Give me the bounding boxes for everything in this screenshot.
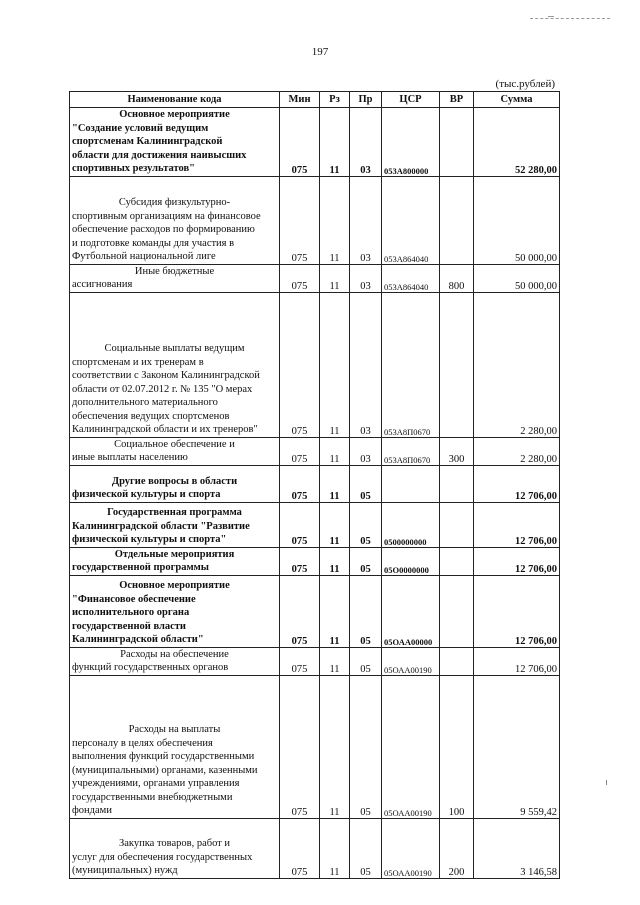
cell-csr: 053А8П0670 <box>382 437 440 465</box>
header-vr: ВР <box>440 92 474 108</box>
cell-pr: 05 <box>350 465 382 502</box>
scan-mark-dot <box>548 16 554 17</box>
row-name-line: Социальные выплаты ведущим <box>104 343 245 354</box>
row-name-line: услуг для обеспечения государственных <box>72 851 253 863</box>
cell-vr: 100 <box>440 675 474 818</box>
cell-vr: 200 <box>440 818 474 878</box>
table-row <box>70 818 560 878</box>
budget-table <box>69 91 560 879</box>
cell-rz: 11 <box>320 437 350 465</box>
row-name <box>70 176 280 264</box>
cell-pr: 05 <box>350 818 382 878</box>
cell-sum: 52 280,00 <box>474 108 560 177</box>
row-name-line: Калининградской области" <box>72 634 204 645</box>
row-name <box>70 264 280 292</box>
row-name <box>70 108 280 177</box>
cell-sum: 2 280,00 <box>474 437 560 465</box>
cell-vr: 300 <box>440 437 474 465</box>
header-name: Наименование кода <box>70 92 280 108</box>
row-name-line: физической культуры и спорта <box>72 489 221 500</box>
row-name-line: Расходы на обеспечение <box>120 648 229 660</box>
header-rz: Рз <box>320 92 350 108</box>
row-name-line: исполнительного органа <box>72 607 190 618</box>
cell-min: 075 <box>280 108 320 177</box>
row-name-line: соответствии с Законом Калининградской <box>72 370 260 381</box>
row-name-line: Другие вопросы в области <box>111 475 238 487</box>
row-name-line: "Создание условий ведущим <box>72 122 209 134</box>
table-row <box>70 647 560 675</box>
table-row <box>70 292 560 437</box>
cell-sum: 50 000,00 <box>474 176 560 264</box>
cell-min: 075 <box>280 437 320 465</box>
row-name-line: Калининградской области и их тренеров" <box>72 424 258 435</box>
row-name-line: и подготовке команды для участия в <box>72 237 235 249</box>
cell-vr <box>440 547 474 575</box>
cell-sum: 3 146,58 <box>474 818 560 878</box>
cell-pr: 05 <box>350 502 382 547</box>
table-row <box>70 675 560 818</box>
table-row <box>70 108 560 177</box>
cell-min: 075 <box>280 818 320 878</box>
table-row <box>70 547 560 575</box>
row-name-line: обеспечение расходов по формированию <box>72 224 255 235</box>
row-name-line: государственными внебюджетными <box>72 791 233 803</box>
cell-vr <box>440 292 474 437</box>
table-header-row <box>70 92 560 108</box>
row-name-line: государственной программы <box>72 562 209 573</box>
cell-min: 075 <box>280 647 320 675</box>
cell-pr: 03 <box>350 176 382 264</box>
table-row <box>70 502 560 547</box>
row-name-line: спортивных результатов" <box>72 163 195 174</box>
row-name-line: спортивным организациям на финансовое <box>72 210 261 222</box>
cell-rz: 11 <box>320 647 350 675</box>
cell-sum: 12 706,00 <box>474 575 560 647</box>
cell-pr: 05 <box>350 675 382 818</box>
cell-csr: 053А864040 <box>382 264 440 292</box>
table-row <box>70 465 560 502</box>
cell-rz: 11 <box>320 292 350 437</box>
cell-csr <box>382 465 440 502</box>
cell-vr <box>440 575 474 647</box>
row-name <box>70 502 280 547</box>
cell-pr: 03 <box>350 108 382 177</box>
row-name <box>70 547 280 575</box>
cell-csr: 05ОАА00190 <box>382 675 440 818</box>
row-name-line: Калининградской области "Развитие <box>72 520 250 532</box>
row-name <box>70 818 280 878</box>
cell-min: 075 <box>280 575 320 647</box>
cell-vr <box>440 502 474 547</box>
cell-csr: 053А864040 <box>382 176 440 264</box>
units-label: (тыс.рублей) <box>495 78 555 90</box>
cell-rz: 11 <box>320 176 350 264</box>
row-name-line: Расходы на выплаты <box>128 724 221 735</box>
table-row <box>70 437 560 465</box>
cell-csr: 053А8П0670 <box>382 292 440 437</box>
cell-min: 075 <box>280 176 320 264</box>
row-name-line: Иные бюджетные <box>134 265 215 277</box>
row-name-line: иные выплаты населению <box>72 452 188 463</box>
row-name <box>70 437 280 465</box>
header-sum: Сумма <box>474 92 560 108</box>
cell-vr <box>440 647 474 675</box>
cell-rz: 11 <box>320 575 350 647</box>
row-name-line: функций государственных органов <box>72 662 229 673</box>
row-name-line: персоналу в целях обеспечения <box>72 737 213 749</box>
row-name-line: государственной власти <box>72 620 186 632</box>
cell-sum: 12 706,00 <box>474 647 560 675</box>
cell-rz: 11 <box>320 108 350 177</box>
cell-rz: 11 <box>320 675 350 818</box>
cell-rz: 11 <box>320 465 350 502</box>
row-name-line: дополнительного материального <box>72 397 218 408</box>
row-name-line: выполнения функций государственными <box>72 751 255 762</box>
row-name-line: "Финансовое обеспечение <box>72 593 196 605</box>
table-row <box>70 575 560 647</box>
row-name-line: Государственная программа <box>107 507 242 518</box>
cell-csr: 05ОАА00190 <box>382 647 440 675</box>
cell-sum: 12 706,00 <box>474 502 560 547</box>
cell-min: 075 <box>280 675 320 818</box>
cell-pr: 05 <box>350 575 382 647</box>
cell-pr: 05 <box>350 547 382 575</box>
cell-sum: 12 706,00 <box>474 547 560 575</box>
row-name-line: ассигнования <box>72 279 133 290</box>
cell-pr: 03 <box>350 437 382 465</box>
cell-sum: 9 559,42 <box>474 675 560 818</box>
cell-csr: 0500000000 <box>382 502 440 547</box>
cell-vr <box>440 465 474 502</box>
header-csr: ЦСР <box>382 92 440 108</box>
cell-sum: 2 280,00 <box>474 292 560 437</box>
row-name-line: Отдельные мероприятия <box>114 548 235 560</box>
cell-min: 075 <box>280 502 320 547</box>
row-name-line: физической культуры и спорта" <box>72 534 227 545</box>
row-name-line: (муниципальными) органами, казенными <box>72 764 258 776</box>
cell-vr: 800 <box>440 264 474 292</box>
header-min: Мин <box>280 92 320 108</box>
cell-csr: 05О0000000 <box>382 547 440 575</box>
row-name-line: области от 02.07.2012 г. № 135 "О мерах <box>72 383 253 395</box>
row-name-line: спортсменам и их тренерам в <box>72 356 204 368</box>
cell-rz: 11 <box>320 264 350 292</box>
cell-pr: 03 <box>350 292 382 437</box>
cell-vr <box>440 176 474 264</box>
cell-rz: 11 <box>320 547 350 575</box>
cell-min: 075 <box>280 465 320 502</box>
row-name-line: обеспечения ведущих спортсменов <box>72 410 230 422</box>
table-row <box>70 176 560 264</box>
row-name-line: учреждениями, органами управления <box>72 778 240 789</box>
header-pr: Пр <box>350 92 382 108</box>
cell-pr: 05 <box>350 647 382 675</box>
cell-csr: 05ОАА00000 <box>382 575 440 647</box>
row-name-line: (муниципальных) нужд <box>72 865 178 876</box>
cell-sum: 50 000,00 <box>474 264 560 292</box>
row-name <box>70 465 280 502</box>
row-name-line: спортсменам Калининградской <box>72 136 223 147</box>
row-name-line: Основное мероприятие <box>119 109 230 120</box>
table-row <box>70 264 560 292</box>
row-name <box>70 292 280 437</box>
page-number: 197 <box>311 46 329 58</box>
cell-min: 075 <box>280 547 320 575</box>
row-name-line: Субсидия физкультурно- <box>118 197 231 208</box>
cell-pr: 03 <box>350 264 382 292</box>
row-name <box>70 675 280 818</box>
cell-min: 075 <box>280 292 320 437</box>
cell-sum: 12 706,00 <box>474 465 560 502</box>
row-name-line: фондами <box>72 805 112 816</box>
row-name <box>70 647 280 675</box>
scan-mark-line <box>530 18 610 19</box>
cell-csr: 05ОАА00190 <box>382 818 440 878</box>
cell-rz: 11 <box>320 502 350 547</box>
row-name-line: Футбольной национальной лиге <box>72 251 216 262</box>
row-name-line: Основное мероприятие <box>119 580 230 591</box>
cell-csr: 053А800000 <box>382 108 440 177</box>
row-name-line: Социальное обеспечение и <box>114 438 235 450</box>
scan-mark-side <box>606 780 607 785</box>
cell-rz: 11 <box>320 818 350 878</box>
row-name-line: области для достижения наивысших <box>72 149 247 161</box>
cell-vr <box>440 108 474 177</box>
cell-min: 075 <box>280 264 320 292</box>
row-name <box>70 575 280 647</box>
row-name-line: Закупка товаров, работ и <box>118 838 231 849</box>
